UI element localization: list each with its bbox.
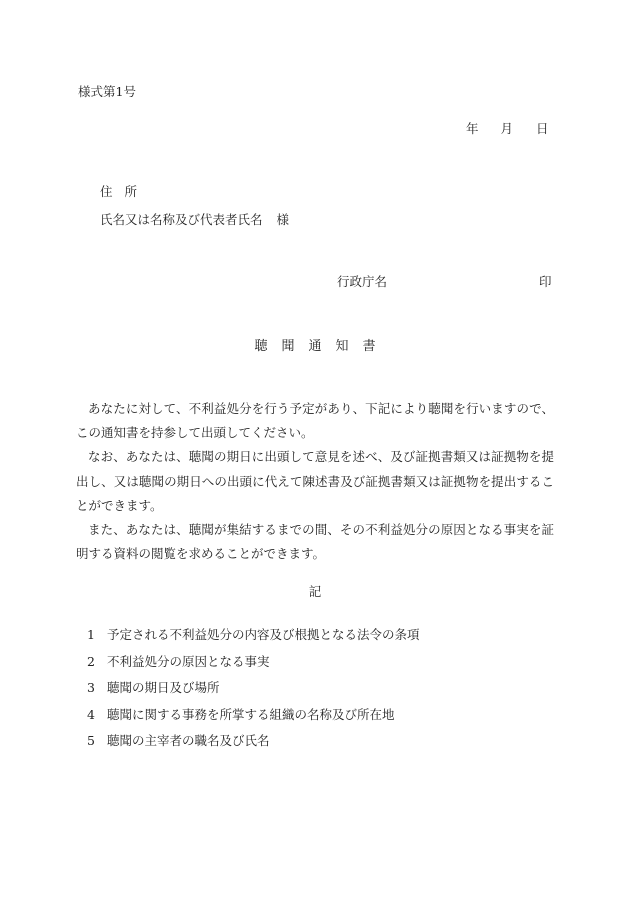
seal-mark: 印 [539, 274, 552, 289]
list-item [87, 682, 420, 709]
item-number: 1 [87, 627, 95, 642]
agency-name-label: 行政庁名 [337, 274, 388, 289]
date-month-label: 月 [500, 121, 514, 136]
title-char: 書 [362, 339, 376, 354]
form-number: 様式第1号 [78, 84, 136, 99]
item-text: 聴聞の主宰者の職名及び氏名 [107, 733, 270, 748]
body-paragraph: あなたに対して、不利益処分を行う予定があり、下記により聴聞を行いますので、この通知書を持参して出頭してください。 [76, 401, 554, 441]
list-item [87, 629, 420, 656]
list-item [87, 706, 420, 736]
items-list [87, 629, 420, 762]
notice-body [76, 397, 554, 566]
item-text: 聴聞の期日及び場所 [107, 680, 220, 695]
title-char: 通 [308, 339, 322, 354]
item-text: 不利益処分の原因となる事実 [107, 653, 270, 669]
name-label: 氏名又は名称及び代表者氏名 [100, 212, 263, 227]
date-line [466, 123, 549, 136]
ki-heading: 記 [308, 584, 322, 599]
list-item [87, 653, 420, 683]
address-label: 住所 [100, 184, 150, 199]
item-text: 聴聞に関する事務を所掌する組織の名称及び所在地 [107, 706, 395, 722]
item-number: 5 [87, 733, 95, 748]
honorific: 様 [276, 212, 290, 227]
addressee-name-line [100, 214, 289, 227]
list-item [87, 735, 420, 762]
item-number: 4 [87, 706, 95, 722]
item-text: 予定される不利益処分の内容及び根拠となる法令の条項 [107, 627, 420, 642]
title-char: 聴 [254, 339, 268, 354]
title-char: 聞 [281, 339, 295, 354]
date-day-label: 日 [536, 121, 549, 136]
item-number: 2 [87, 653, 95, 669]
body-paragraph: また、あなたは、聴聞が集結するまでの間、その不利益処分の原因となる事実を証明する資料の閲覧を求めることができます。 [76, 522, 554, 562]
title-char: 知 [335, 339, 349, 354]
document-title [0, 340, 630, 353]
body-paragraph: なお、あなたは、聴聞の期日に出頭して意見を述べ、及び証拠書類又は証拠物を提出し、又は聴聞の期日への出頭に代えて陳述書及び証拠書類又は証拠物を提出することができます。 [76, 449, 554, 513]
item-number: 3 [87, 680, 95, 695]
date-year-label: 年 [466, 121, 479, 136]
